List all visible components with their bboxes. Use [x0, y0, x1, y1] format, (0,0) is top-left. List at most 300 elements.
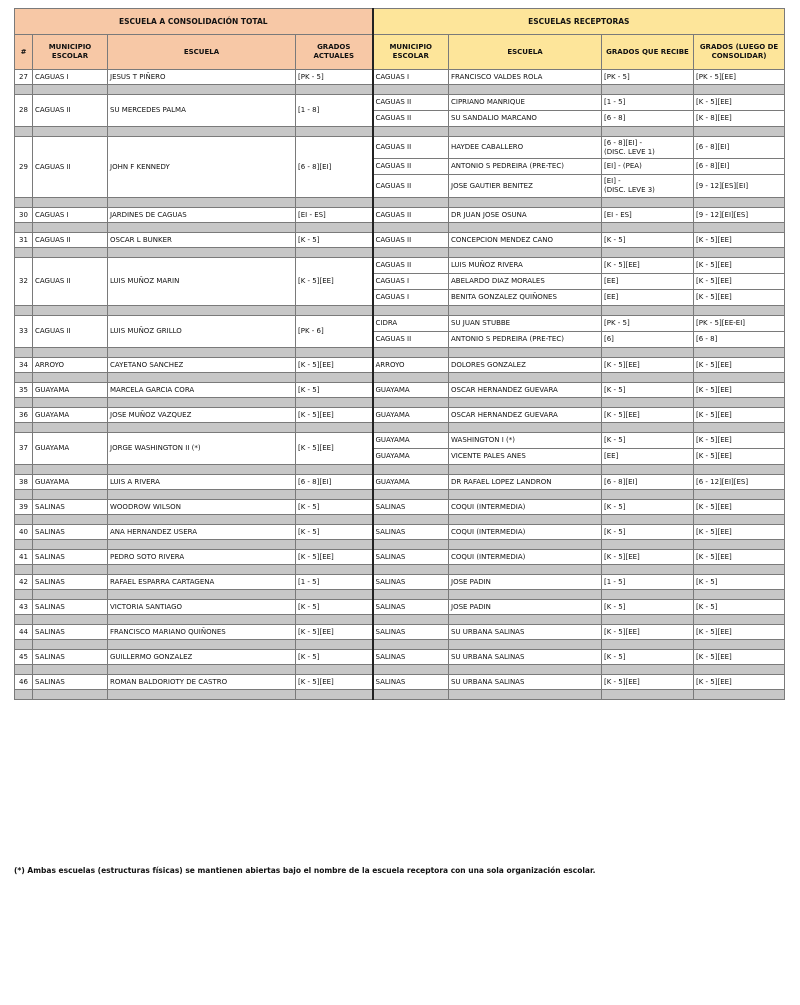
table-row: [15, 383, 785, 398]
column-header-grados-actuales: GRADOS ACTUALES: [296, 35, 373, 70]
school-grados-actuales: [K - 5][EE]: [296, 433, 373, 465]
separator-cell: [296, 565, 373, 575]
separator-row: [15, 565, 785, 575]
table-row: [15, 575, 785, 590]
separator-cell: [296, 490, 373, 500]
school-name: WOODROW WILSON: [108, 500, 296, 515]
school-name: RAFAEL ESPARRA CARTAGENA: [108, 575, 296, 590]
separator-cell: [15, 85, 33, 95]
school-number: 45: [15, 650, 33, 665]
school-name: VICTORIA SANTIAGO: [108, 600, 296, 615]
separator-cell: [15, 465, 33, 475]
separator-row: [15, 423, 785, 433]
receptora-grados-recibe: [K - 5][EE]: [602, 675, 694, 690]
separator-cell: [449, 590, 602, 600]
separator-cell: [33, 223, 108, 233]
school-name: ROMAN BALDORIOTY DE CASTRO: [108, 675, 296, 690]
separator-cell: [449, 565, 602, 575]
school-name: GUILLERMO GONZALEZ: [108, 650, 296, 665]
receptora-grados-luego: [K - 5][EE]: [694, 233, 785, 248]
school-number: 41: [15, 550, 33, 565]
receptora-grados-recibe: [6]: [602, 332, 694, 348]
separator-cell: [694, 665, 785, 675]
receptora-grados-recibe: [K - 5]: [602, 500, 694, 515]
separator-cell: [15, 223, 33, 233]
school-municipio: CAGUAS II: [33, 137, 108, 198]
separator-cell: [108, 515, 296, 525]
receptora-escuela: DR JUAN JOSE OSUNA: [449, 208, 602, 223]
separator-cell: [108, 690, 296, 700]
receptora-escuela: FRANCISCO VALDES ROLA: [449, 70, 602, 85]
receptora-grados-luego: [K - 5][EE]: [694, 258, 785, 274]
school-number: 39: [15, 500, 33, 515]
school-name: JARDINES DE CAGUAS: [108, 208, 296, 223]
receptora-grados-luego: [K - 5][EE]: [694, 449, 785, 465]
separator-cell: [108, 590, 296, 600]
separator-cell: [108, 248, 296, 258]
separator-cell: [694, 490, 785, 500]
separator-cell: [15, 198, 33, 208]
receptora-grados-luego: [K - 5][EE]: [694, 675, 785, 690]
separator-cell: [15, 565, 33, 575]
school-number: 38: [15, 475, 33, 490]
school-municipio: CAGUAS II: [33, 258, 108, 306]
school-grados-actuales: [PK - 5]: [296, 70, 373, 85]
separator-cell: [602, 490, 694, 500]
school-municipio: SALINAS: [33, 500, 108, 515]
school-number: 36: [15, 408, 33, 423]
school-grados-actuales: [PK - 6]: [296, 316, 373, 348]
separator-cell: [449, 373, 602, 383]
school-municipio: CAGUAS I: [33, 208, 108, 223]
school-grados-actuales: [K - 5]: [296, 383, 373, 398]
consolidation-table: [14, 8, 785, 700]
receptora-grados-recibe: [K - 5]: [602, 600, 694, 615]
separator-cell: [33, 490, 108, 500]
receptora-grados-luego: [PK - 5][EE-EI]: [694, 316, 785, 332]
receptora-escuela: VICENTE PALES ANES: [449, 449, 602, 465]
receptora-escuela: DOLORES GONZALEZ: [449, 358, 602, 373]
column-header-num: #: [15, 35, 33, 70]
receptora-escuela: OSCAR HERNANDEZ GUEVARA: [449, 383, 602, 398]
separator-cell: [694, 640, 785, 650]
school-number: 46: [15, 675, 33, 690]
separator-cell: [694, 248, 785, 258]
separator-cell: [296, 690, 373, 700]
receptora-municipio: CAGUAS I: [373, 274, 449, 290]
separator-row: [15, 85, 785, 95]
table-body: [15, 70, 785, 700]
separator-cell: [296, 348, 373, 358]
separator-cell: [602, 198, 694, 208]
school-number: 27: [15, 70, 33, 85]
receptora-escuela: SU URBANA SALINAS: [449, 650, 602, 665]
separator-cell: [33, 515, 108, 525]
receptora-municipio: CAGUAS I: [373, 290, 449, 306]
separator-cell: [373, 565, 449, 575]
receptora-municipio: CAGUAS II: [373, 111, 449, 127]
separator-cell: [694, 398, 785, 408]
receptora-grados-luego: [K - 5]: [694, 575, 785, 590]
separator-row: [15, 465, 785, 475]
separator-cell: [33, 465, 108, 475]
receptora-grados-luego: [6 - 12][EI][ES]: [694, 475, 785, 490]
school-grados-actuales: [K - 5][EE]: [296, 358, 373, 373]
separator-cell: [296, 615, 373, 625]
column-header-escuela: ESCUELA: [108, 35, 296, 70]
separator-cell: [694, 306, 785, 316]
school-number: 42: [15, 575, 33, 590]
separator-cell: [108, 127, 296, 137]
receptora-escuela: COQUI (INTERMEDIA): [449, 525, 602, 540]
separator-cell: [108, 665, 296, 675]
separator-cell: [296, 540, 373, 550]
separator-cell: [602, 398, 694, 408]
receptora-municipio: SALINAS: [373, 650, 449, 665]
separator-cell: [373, 665, 449, 675]
separator-cell: [15, 590, 33, 600]
school-name: LUIS MUÑOZ MARIN: [108, 258, 296, 306]
school-grados-actuales: [K - 5]: [296, 600, 373, 615]
receptora-grados-luego: [K - 5][EE]: [694, 433, 785, 449]
separator-cell: [602, 306, 694, 316]
separator-cell: [296, 515, 373, 525]
separator-cell: [449, 223, 602, 233]
separator-cell: [296, 640, 373, 650]
school-name: LUIS MUÑOZ GRILLO: [108, 316, 296, 348]
receptora-grados-recibe: [EE]: [602, 449, 694, 465]
separator-cell: [373, 85, 449, 95]
school-number: 28: [15, 95, 33, 127]
school-grados-actuales: [K - 5][EE]: [296, 408, 373, 423]
separator-cell: [15, 348, 33, 358]
separator-cell: [33, 85, 108, 95]
column-header-grados-recibe: GRADOS QUE RECIBE: [602, 35, 694, 70]
receptora-municipio: GUAYAMA: [373, 383, 449, 398]
receptora-municipio: CAGUAS II: [373, 208, 449, 223]
separator-cell: [602, 85, 694, 95]
separator-cell: [15, 690, 33, 700]
separator-cell: [296, 590, 373, 600]
separator-cell: [449, 85, 602, 95]
table-row: [15, 433, 785, 449]
receptora-grados-recibe: [6 - 8][EI] - (DISC. LEVE 1): [602, 137, 694, 159]
receptora-escuela: LUIS MUÑOZ RIVERA: [449, 258, 602, 274]
separator-cell: [108, 348, 296, 358]
separator-cell: [449, 306, 602, 316]
separator-cell: [694, 348, 785, 358]
separator-cell: [373, 248, 449, 258]
separator-cell: [373, 490, 449, 500]
separator-cell: [602, 665, 694, 675]
separator-cell: [373, 348, 449, 358]
receptora-escuela: JOSE PADIN: [449, 575, 602, 590]
separator-cell: [15, 306, 33, 316]
receptora-grados-recibe: [K - 5]: [602, 525, 694, 540]
separator-cell: [15, 423, 33, 433]
separator-cell: [449, 540, 602, 550]
table-row: [15, 625, 785, 640]
school-number: 35: [15, 383, 33, 398]
separator-cell: [373, 540, 449, 550]
separator-cell: [296, 373, 373, 383]
separator-cell: [15, 127, 33, 137]
separator-cell: [33, 565, 108, 575]
separator-cell: [449, 198, 602, 208]
receptora-escuela: COQUI (INTERMEDIA): [449, 550, 602, 565]
table-row: [15, 408, 785, 423]
separator-cell: [33, 373, 108, 383]
separator-cell: [33, 665, 108, 675]
receptora-grados-recibe: [6 - 8]: [602, 111, 694, 127]
school-number: 33: [15, 316, 33, 348]
school-grados-actuales: [K - 5][EE]: [296, 675, 373, 690]
separator-cell: [33, 423, 108, 433]
receptora-grados-recibe: [K - 5]: [602, 650, 694, 665]
separator-cell: [449, 398, 602, 408]
separator-cell: [33, 198, 108, 208]
school-number: 30: [15, 208, 33, 223]
receptora-municipio: CAGUAS II: [373, 233, 449, 248]
separator-cell: [449, 465, 602, 475]
receptora-escuela: HAYDEE CABALLERO: [449, 137, 602, 159]
separator-row: [15, 348, 785, 358]
school-name: JOHN F KENNEDY: [108, 137, 296, 198]
separator-cell: [694, 198, 785, 208]
school-name: JORGE WASHINGTON II (*): [108, 433, 296, 465]
separator-row: [15, 248, 785, 258]
separator-row: [15, 490, 785, 500]
receptora-escuela: JOSE GAUTIER BENITEZ: [449, 175, 602, 198]
separator-cell: [108, 615, 296, 625]
separator-cell: [449, 490, 602, 500]
school-number: 44: [15, 625, 33, 640]
receptora-escuela: DR RAFAEL LOPEZ LANDRON: [449, 475, 602, 490]
receptora-grados-luego: [K - 5][EE]: [694, 525, 785, 540]
table-row: [15, 233, 785, 248]
separator-cell: [373, 515, 449, 525]
separator-row: [15, 515, 785, 525]
receptora-municipio: CAGUAS II: [373, 159, 449, 175]
separator-cell: [33, 540, 108, 550]
receptora-municipio: CAGUAS II: [373, 258, 449, 274]
separator-cell: [694, 373, 785, 383]
receptora-grados-recibe: [6 - 8][EI]: [602, 475, 694, 490]
separator-cell: [602, 540, 694, 550]
receptora-grados-recibe: [EI - ES]: [602, 208, 694, 223]
separator-cell: [602, 127, 694, 137]
receptora-grados-recibe: [PK - 5]: [602, 70, 694, 85]
school-grados-actuales: [K - 5][EE]: [296, 550, 373, 565]
school-name: MARCELA GARCIA CORA: [108, 383, 296, 398]
separator-cell: [694, 540, 785, 550]
separator-cell: [296, 398, 373, 408]
school-grados-actuales: [6 - 8][EI]: [296, 475, 373, 490]
separator-row: [15, 198, 785, 208]
separator-cell: [373, 306, 449, 316]
separator-cell: [15, 640, 33, 650]
separator-cell: [296, 423, 373, 433]
school-municipio: SALINAS: [33, 525, 108, 540]
separator-cell: [15, 540, 33, 550]
separator-cell: [373, 223, 449, 233]
separator-row: [15, 127, 785, 137]
column-header-municipio: MUNICIPIO ESCOLAR: [33, 35, 108, 70]
separator-cell: [373, 198, 449, 208]
school-municipio: SALINAS: [33, 550, 108, 565]
table-row: [15, 475, 785, 490]
school-grados-actuales: [K - 5][EE]: [296, 625, 373, 640]
receptora-grados-recibe: [EI] - (DISC. LEVE 3): [602, 175, 694, 198]
separator-row: [15, 306, 785, 316]
separator-cell: [602, 223, 694, 233]
separator-cell: [449, 640, 602, 650]
separator-cell: [373, 690, 449, 700]
separator-cell: [373, 615, 449, 625]
receptora-grados-recibe: [EE]: [602, 274, 694, 290]
school-grados-actuales: [6 - 8][EI]: [296, 137, 373, 198]
receptora-escuela: SU SANDALIO MARCANO: [449, 111, 602, 127]
separator-cell: [602, 640, 694, 650]
separator-cell: [33, 306, 108, 316]
school-grados-actuales: [K - 5]: [296, 233, 373, 248]
separator-cell: [694, 615, 785, 625]
separator-cell: [33, 127, 108, 137]
school-name: ANA HERNANDEZ USERA: [108, 525, 296, 540]
receptora-grados-recibe: [EE]: [602, 290, 694, 306]
receptora-municipio: SALINAS: [373, 625, 449, 640]
separator-cell: [373, 465, 449, 475]
receptora-grados-luego: [K - 5][EE]: [694, 274, 785, 290]
separator-cell: [602, 248, 694, 258]
table-row: [15, 525, 785, 540]
separator-cell: [108, 640, 296, 650]
school-municipio: GUAYAMA: [33, 475, 108, 490]
receptora-escuela: SU URBANA SALINAS: [449, 675, 602, 690]
school-municipio: CAGUAS II: [33, 95, 108, 127]
separator-cell: [108, 465, 296, 475]
receptora-grados-luego: [PK - 5][EE]: [694, 70, 785, 85]
table-row: [15, 208, 785, 223]
separator-row: [15, 398, 785, 408]
group-header-receptoras: ESCUELAS RECEPTORAS: [373, 9, 785, 35]
school-name: CAYETANO SANCHEZ: [108, 358, 296, 373]
table-row: [15, 316, 785, 332]
table-row: [15, 70, 785, 85]
separator-cell: [15, 248, 33, 258]
school-number: 40: [15, 525, 33, 540]
receptora-grados-luego: [K - 5][EE]: [694, 408, 785, 423]
receptora-escuela: ANTONIO S PEDREIRA (PRE-TEC): [449, 159, 602, 175]
receptora-grados-luego: [6 - 8][EI]: [694, 159, 785, 175]
school-municipio: ARROYO: [33, 358, 108, 373]
table-row: [15, 137, 785, 159]
receptora-municipio: SALINAS: [373, 675, 449, 690]
receptora-grados-recibe: [K - 5]: [602, 233, 694, 248]
separator-cell: [296, 223, 373, 233]
receptora-grados-luego: [K - 5]: [694, 600, 785, 615]
separator-cell: [694, 223, 785, 233]
school-number: 34: [15, 358, 33, 373]
receptora-municipio: GUAYAMA: [373, 408, 449, 423]
separator-cell: [108, 223, 296, 233]
receptora-grados-luego: [K - 5][EE]: [694, 550, 785, 565]
receptora-grados-recibe: [K - 5][EE]: [602, 408, 694, 423]
school-grados-actuales: [K - 5][EE]: [296, 258, 373, 306]
separator-cell: [108, 490, 296, 500]
separator-row: [15, 590, 785, 600]
separator-cell: [373, 373, 449, 383]
receptora-grados-luego: [K - 5][EE]: [694, 500, 785, 515]
school-name: FRANCISCO MARIANO QUIÑONES: [108, 625, 296, 640]
separator-cell: [694, 423, 785, 433]
separator-cell: [694, 565, 785, 575]
separator-cell: [296, 665, 373, 675]
school-municipio: SALINAS: [33, 675, 108, 690]
separator-row: [15, 373, 785, 383]
receptora-municipio: CAGUAS II: [373, 95, 449, 111]
separator-cell: [602, 423, 694, 433]
separator-cell: [602, 565, 694, 575]
school-municipio: SALINAS: [33, 575, 108, 590]
separator-cell: [373, 398, 449, 408]
separator-cell: [694, 690, 785, 700]
receptora-municipio: CAGUAS II: [373, 137, 449, 159]
separator-cell: [33, 615, 108, 625]
school-name: OSCAR L BUNKER: [108, 233, 296, 248]
separator-cell: [108, 306, 296, 316]
table-row: [15, 600, 785, 615]
separator-cell: [694, 465, 785, 475]
separator-cell: [15, 490, 33, 500]
receptora-grados-recibe: [PK - 5]: [602, 316, 694, 332]
school-municipio: CAGUAS II: [33, 316, 108, 348]
school-municipio: CAGUAS I: [33, 70, 108, 85]
receptora-municipio: CAGUAS II: [373, 332, 449, 348]
separator-cell: [449, 423, 602, 433]
separator-cell: [15, 398, 33, 408]
school-number: 29: [15, 137, 33, 198]
receptora-municipio: GUAYAMA: [373, 433, 449, 449]
receptora-escuela: COQUI (INTERMEDIA): [449, 500, 602, 515]
receptora-escuela: ABELARDO DIAZ MORALES: [449, 274, 602, 290]
separator-row: [15, 223, 785, 233]
receptora-grados-recibe: [1 - 5]: [602, 95, 694, 111]
separator-cell: [373, 590, 449, 600]
school-number: 37: [15, 433, 33, 465]
separator-cell: [602, 515, 694, 525]
separator-cell: [694, 85, 785, 95]
receptora-municipio: GUAYAMA: [373, 475, 449, 490]
receptora-escuela: WASHINGTON I (*): [449, 433, 602, 449]
separator-cell: [33, 590, 108, 600]
receptora-grados-recibe: [K - 5]: [602, 383, 694, 398]
table-row: [15, 675, 785, 690]
receptora-municipio: CAGUAS I: [373, 70, 449, 85]
separator-row: [15, 690, 785, 700]
school-municipio: GUAYAMA: [33, 383, 108, 398]
school-municipio: SALINAS: [33, 625, 108, 640]
school-name: PEDRO SOTO RIVERA: [108, 550, 296, 565]
column-header-grados-luego: GRADOS (LUEGO DE CONSOLIDAR): [694, 35, 785, 70]
separator-cell: [15, 373, 33, 383]
school-number: 43: [15, 600, 33, 615]
separator-cell: [108, 198, 296, 208]
separator-cell: [449, 127, 602, 137]
school-number: 32: [15, 258, 33, 306]
receptora-grados-luego: [K - 5][EE]: [694, 650, 785, 665]
footnote: (*) Ambas escuelas (estructuras físicas) se mantienen abiertas bajo el nombre de la escuela receptora con una sola organización escolar.: [14, 866, 596, 875]
